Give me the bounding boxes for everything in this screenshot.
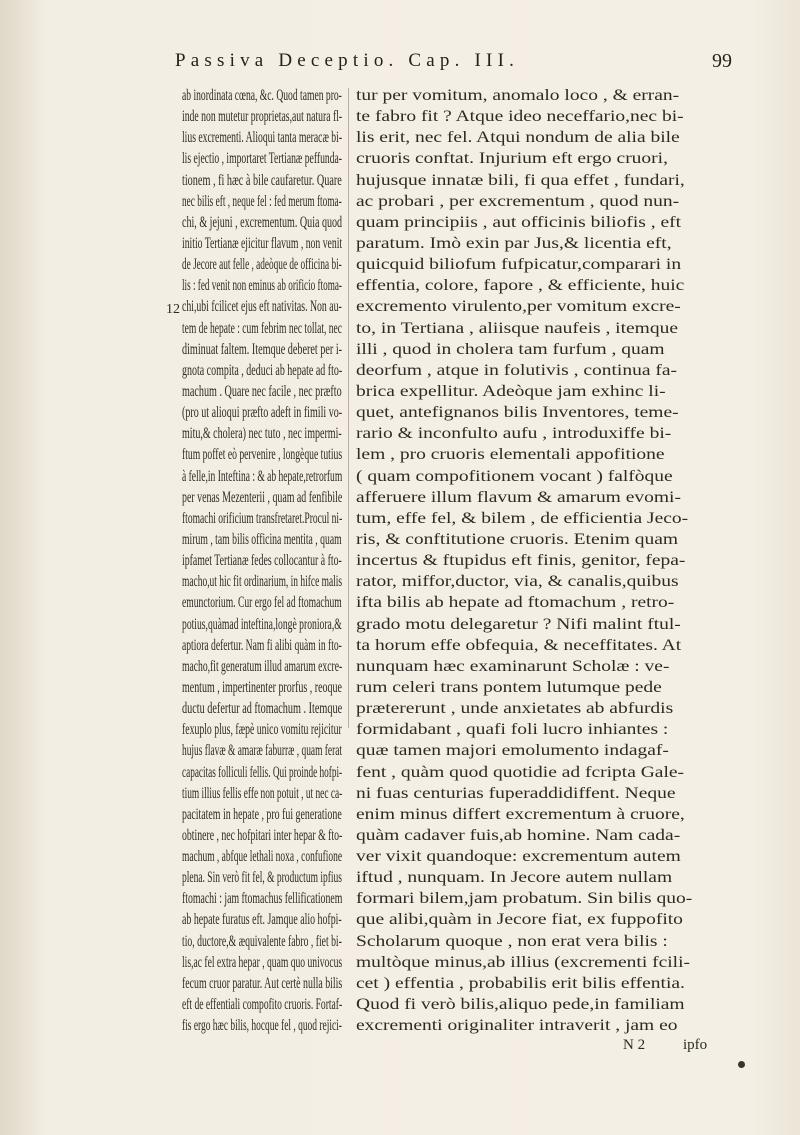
left-column-line: machum , abfque lethali noxa , confufione [182,848,343,866]
right-column-line: ifta bilis ab hepate ad ftomachum , retro- [356,594,675,612]
right-column-line: enim minus differt excrementum à cruore, [356,805,685,823]
left-column-line: machum . Quare nec facile , nec præfto [182,382,342,400]
right-column-line: ver vixit quandoque: excrementum autem [356,848,681,866]
right-column-line: incertus & ftupidus eft finis, genitor, fepa- [356,552,686,570]
left-column-line: (pro ut alioqui præfto adeft in fimili vo- [182,404,343,422]
left-column-line: gnota compita , deduci ab hepate ad fto- [182,361,343,379]
left-column-line: chi,ubi fcilicet ejus eft nativitas. Non au- [182,298,342,316]
left-column-line: mirum , tam bilis officina mentita , quam [182,530,342,548]
left-column-line: tionem , fi hæc à bile caufaretur. Quare [182,171,342,189]
right-column-line: ta horum effe obfequia, & neceffitates. At [356,636,682,654]
right-column-line: quàm cadaver fuis,ab homine. Nam cada- [356,826,681,844]
left-column-line: per venas Mezenterii , quam ad fenfibile [182,488,343,506]
left-column-line: chi, & jejuni , excrementum. Quia quod [182,213,343,231]
left-column-line: fexuplo plus, fæpè unico vomitu rejicitur [182,721,342,739]
catchword: ipfo [683,1037,708,1053]
right-column-line: nunquam hæc examinarunt Scholæ : ve- [356,657,670,675]
left-column-line: ftomachi orificium transfretaret.Procul ni- [182,509,343,527]
column-rule [348,88,349,728]
right-column-line: Quod fi verò bilis,aliquo pede,in familiam [356,996,685,1014]
right-column-line: quæ tamen majori emolumento indagaf- [356,742,669,760]
ink-spot [738,1061,745,1068]
right-column-line: ris, & conftitutione cruoris. Etenim quam [356,530,679,548]
left-column-line: tio, ductore,& æquivalente fabro , fiet bi- [182,932,342,950]
left-column-line: ductu defertur ad ftomachum . Itemque [182,700,343,718]
right-column-line: multòque minus,ab illius (excrementi fcili- [356,953,691,971]
right-column-line: hujusque innatæ bili, fi qua effet , fundari, [356,171,685,189]
page-edge-shadow [0,0,45,1135]
running-head-title: Passiva Deceptio. Cap. III. [175,50,520,71]
right-column-line: formidabant , quafi foli lucro inhiantes : [356,721,669,739]
right-column-line: ac probari , per excrementum , quod nun- [356,192,680,210]
left-column-line: à felle,in Inteftina : & ab hepate,retrorfum [182,467,343,485]
left-column-line: obtinere , nec hofpitari inter hepar & fto- [182,826,343,844]
left-column-line: lis ejectio , importaret Tertianæ peffunda- [182,150,343,168]
right-column-line: quet, antefignanos bilis Inventores, teme- [356,404,679,422]
right-column-line: que alibi,quàm in Jecore fiat, ex fuppofito [356,911,683,929]
left-column-line: ftomachi : jam ftomachus fellificationem [182,890,343,908]
right-column [356,85,714,1036]
left-column-line: aptiora defertur. Nam fi alibi quàm in fto- [182,636,342,654]
right-column-line: iftud , nunquam. In Jecore autem nullam [356,869,673,887]
left-column-line: de Jecore aut felle , adeòque de officina bi- [182,256,342,274]
left-column-line: emunctorium. Cur ergo fel ad ftomachum [182,594,342,612]
left-column-line: capacitas folliculi fellis. Qui proinde hofpi- [182,763,343,781]
left-column-line: mentum , impertinenter prorfus , reoque [182,678,342,696]
left-column-line: potius,quàmad inteftina,longè proniora,& [182,615,342,633]
left-column-line: eft de effentiali compofito cruoris. Fortaf- [182,996,343,1014]
left-column-line: inde non mutetur proprietas,aut natura fl- [182,108,343,126]
left-column-line: lis,ac fel extra hepar , quam quo univocus [182,953,343,971]
right-column-line: excrementi originaliter intraverit , jam eo [356,1017,678,1035]
left-column-line: mitu,& cholera) nec tuto , nec impermi- [182,425,342,443]
right-column-line: formari bilem,jam probatum. Sin bilis quo- [356,890,693,908]
left-column-line: tem de hepate : cum febrim nec tollat, nec [182,319,342,337]
left-column-line: lis : fed venit non eminus ab orificio ftoma- [182,277,342,295]
right-column-line: ni fuas centurias fuperaddidiffent. Neque [356,784,676,802]
right-column-line: ( quam compofitionem vocant ) falfòque [356,467,673,485]
right-column-line: to, in Tertiana , aliisque naufeis , itemque [356,319,678,337]
right-column-line: cruoris conftat. Injurium eft ergo cruori, [356,150,668,168]
right-column-line: afferuere illum flavum & amarum evomi- [356,488,681,506]
signature-mark: N 2 [623,1037,646,1053]
left-column-line: tium illius fellis effe non potuit , ut nec ca- [182,784,343,802]
left-column-line: fis ergo hæc bilis, hocque fel , quod rejici- [182,1017,342,1035]
right-column-line: prætererunt , unde anxietates ab abfurdis [356,700,674,718]
right-column-line: tum, effe fel, & bilem , de efficientia Jeco- [356,509,689,527]
left-column-line: initio Tertianæ ejicitur flavum , non venit [182,234,343,252]
right-column-line: Scholarum quoque , non erat vera bilis : [356,932,668,950]
right-column-line: rator, miffor,ductor, via, & canalis,quibus [356,573,679,591]
left-column-line: ab hepate furatus eft. Jamque alio hofpi- [182,911,342,929]
left-column-line: ipfamet Tertianæ fedes collocantur à fto- [182,552,342,570]
right-column-line: cet ) effentia , probabilis erit bilis effentia. [356,974,685,992]
right-column-line: quicquid biliofum fufpicatur,comparari in [356,256,682,274]
right-column-line: te fabro fit ? Atque ideo neceffario,nec bi- [356,108,684,126]
left-column-line: macho,ut hic fit ordinarium, in hifce malis [182,573,343,591]
right-column-line: fent , quàm quod quotidie ad fcripta Gale- [356,763,685,781]
left-column-line: ab inordinata cœna, &c. Quod tamen pro- [182,87,342,104]
page-number: 99 [712,50,732,72]
right-column-line: effentia, colore, fapore , & efficiente, huic [356,277,685,295]
left-column [182,85,342,1036]
left-column-line: nec bilis eft , neque fel : fed merum ftoma- [182,192,342,210]
right-column-line: tur per vomitum, anomalo loco , & erran- [356,87,680,104]
left-column-line: ftum poffet eò pervenire , longèque tutius [182,446,343,464]
right-column-line: paratum. Imò exin par Jus,& licentia eft, [356,234,672,252]
left-column-line: fecum cruor paratur. Aut certè nulla bilis [182,974,343,992]
left-column-line: pacitatem in hepate , pro fui generatione [182,805,342,823]
margin-note: 12 [166,302,180,317]
right-column-line: rario & inconfulto aufu , introduxiffe bi- [356,425,672,443]
right-column-line: deorfum , atque in folutivis , continua fa- [356,361,677,379]
right-column-line: quam principiis , aut officinis biliofis , eft [356,213,681,231]
left-column-line: diminuat faltem. Itemque deberet per i- [182,340,343,358]
right-column-line: lem , pro cruoris elementali appofitione [356,446,665,464]
right-column-line: grado motu delegaretur ? Nifi malint ftul- [356,615,681,633]
left-column-line: plena. Sin verò fit fel, & productum ipfius [182,869,342,887]
right-column-line: illi , quod in cholera tam furfum , quam [356,340,665,358]
running-head [0,48,800,78]
right-column-line: rum celeri trans pontem lutumque pede [356,678,662,696]
left-column-line: lius excrementi. Alioqui tanta meracæ bi- [182,129,343,147]
left-column-line: hujus flavæ & amaræ faburræ , quam ferat [182,742,343,760]
right-column-line: brica expellitur. Adeòque jam exhinc li- [356,382,666,400]
right-column-line: lis erit, nec fel. Atqui nondum de alia bile [356,129,680,147]
left-column-line: macho,fit generatum illud amarum excre- [182,657,343,675]
right-column-line: excremento virulento,per vomitum excre- [356,298,681,316]
